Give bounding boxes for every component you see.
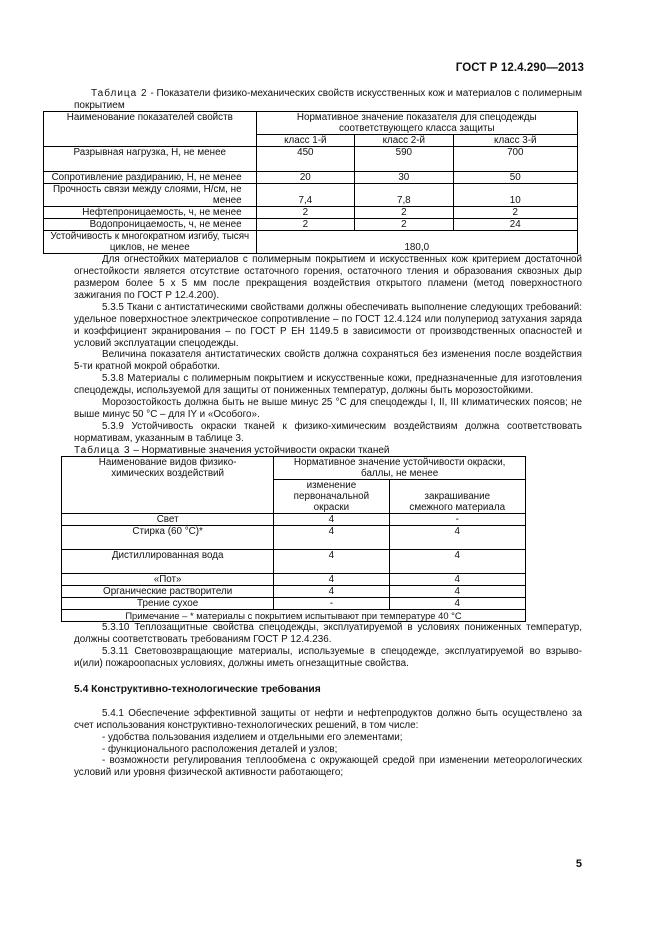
col-header-name: Наименование видов физико-химических воздействий	[62, 457, 274, 514]
table-row	[44, 147, 578, 172]
table-note: Примечание – * материалы с покрытием испытывают при температуре 40 °С	[62, 610, 526, 622]
row-value: 2	[453, 207, 577, 219]
row-value: 7,4	[256, 184, 355, 207]
paragraph: 5.4.1 Обеспечение эффективной защиты от нефти и нефтепродуктов должно быть осуществлено за счет использования конструктивно-технологических решений, в том числе:	[74, 707, 582, 731]
row-value: 2	[256, 207, 355, 219]
class-3-header: класс 3-й	[453, 135, 577, 147]
row-value: 4	[274, 574, 389, 586]
row-value: 700	[453, 147, 577, 172]
table-row	[62, 550, 526, 574]
paragraph: Морозостойкость должна быть не выше минус 25 °С для спецодежды I, II, III климатических поясов; не выше минус 50 °С – для IY и «Особого».	[74, 397, 582, 420]
row-name: Трение сухое	[62, 598, 274, 610]
row-value: 590	[355, 147, 454, 172]
row-value: 4	[274, 586, 389, 598]
row-value: 2	[355, 219, 454, 231]
row-value: 7,8	[355, 184, 454, 207]
table2-caption-text: - Показатели физико-механических свойств искусственных кож и материалов с полимерным покрытием	[74, 88, 582, 111]
row-value: 50	[453, 172, 577, 184]
table-row	[62, 514, 526, 526]
list-item: - функционального расположения деталей и узлов;	[102, 743, 338, 755]
row-name: Разрывная нагрузка, Н, не менее	[44, 147, 257, 172]
row-value: 180,0	[256, 231, 577, 254]
section-title: 5.4 Конструктивно-технологические требования	[74, 683, 321, 695]
paragraph: Величина показателя антистатических свойств должна сохраняться без изменения после воздействия 5-ти кратной мокрой обработки.	[74, 349, 582, 373]
table-row	[44, 207, 578, 219]
row-value: 4	[274, 550, 389, 574]
row-name: Водопроницаемость, ч, не менее	[44, 219, 257, 231]
table-row	[62, 574, 526, 586]
table-row	[44, 172, 578, 184]
row-value: 2	[256, 219, 355, 231]
table-2	[43, 111, 578, 254]
table-3	[61, 456, 526, 622]
sub-header-change: изменение первоначальной окраски	[274, 480, 389, 514]
table-row	[62, 598, 526, 610]
document-code: ГОСТ Р 12.4.290—2013	[455, 62, 584, 74]
list-item: - возможности регулирования теплообмена с окружающей средой при изменении метеорологических условий или уровня физической активности работающего;	[74, 755, 582, 779]
row-name: Сопротивление раздиранию, Н, не менее	[44, 172, 257, 184]
row-value: 4	[389, 598, 525, 610]
col-header-name: Наименование показателей свойств	[44, 112, 257, 147]
paragraph: 5.3.8 Материалы с полимерным покрытием и искусственные кожи, предназначенные для изготовления спецодежды, используемой для защиты от пониженных температур, должны быть морозостойкими.	[74, 373, 582, 397]
paragraph: 5.3.9 Устойчивость окраски тканей к физико-химическим воздействиям должна соответствовать нормативам, указанным в таблице 3.	[74, 420, 582, 444]
page-content	[50, 88, 582, 779]
paragraph: 5.3.10 Теплозащитные свойства спецодежды, эксплуатируемой в условиях пониженных температур, должны соответствовать требованиям ГОСТ Р 12.4.236.	[74, 622, 582, 646]
row-value: 450	[256, 147, 355, 172]
class-1-header: класс 1-й	[256, 135, 355, 147]
page-number: 5	[575, 858, 582, 870]
row-name: Дистиллированная вода	[62, 550, 274, 574]
row-value: 4	[389, 586, 525, 598]
class-2-header: класс 2-й	[355, 135, 454, 147]
row-name: Устойчивость к многократном изгибу, тысяч циклов, не менее	[44, 231, 257, 254]
table3-caption-text: – Нормативные значения устойчивости окраски тканей	[130, 444, 390, 456]
row-value: 4	[389, 550, 525, 574]
table-row	[44, 231, 578, 254]
row-value: 4	[274, 526, 389, 550]
row-name: Органические растворители	[62, 586, 274, 598]
row-value: 4	[389, 526, 525, 550]
row-value: 24	[453, 219, 577, 231]
row-name: Свет	[62, 514, 274, 526]
row-value: -	[274, 598, 389, 610]
table3-caption-label: Таблица 3	[74, 444, 131, 456]
row-value: 2	[355, 207, 454, 219]
paragraph: 5.3.11 Световозвращающие материалы, используемые в спецодежде, эксплуатируемой во взрыво- и(или) пожароопасных условиях, должны иметь огнезащитные свойства.	[74, 646, 582, 669]
table-note-row	[62, 610, 526, 622]
row-name: Стирка (60 °С)*	[62, 526, 274, 550]
row-value: 10	[453, 184, 577, 207]
paragraph: 5.3.5 Ткани с антистатическими свойствами должны обеспечивать выполнение следующих требований: удельное поверхностное электрическое сопротивление – по ГОСТ 12.4.124 или полупериод затухания заряда и коэффициент экранирования – по ГОСТ Р ЕН 1149.5 в зависимости от производственных опасностей и условий эксплуатации спецодежды.	[74, 301, 582, 349]
row-value: -	[389, 514, 525, 526]
table2-caption	[74, 88, 582, 111]
table-row	[44, 184, 578, 207]
row-value: 30	[355, 172, 454, 184]
table-row	[62, 526, 526, 550]
sub-header-staining: закрашивание смежного материала	[389, 480, 525, 514]
table3-caption	[74, 445, 582, 457]
row-value: 4	[274, 514, 389, 526]
row-value: 4	[389, 574, 525, 586]
table-row	[62, 586, 526, 598]
row-name: Прочность связи между слоями, Н/см, не менее	[44, 184, 257, 207]
list-item: - удобства пользования изделием и отдельными его элементами;	[102, 731, 403, 743]
row-name: Нефтепроницаемость, ч, не менее	[44, 207, 257, 219]
col-header-norm: Нормативное значение показателя для спецодежды соответствующего класса защиты	[256, 112, 577, 135]
table-header-row	[44, 112, 578, 135]
row-value: 20	[256, 172, 355, 184]
paragraph: Для огнестойких материалов с полимерным покрытием и искусственных кож критерием достаточной огнестойкости является отсутствие остаточного горения, остаточного тления и образования сквозных дыр размером более 5 х 5 мм после прекращения воздействия открытого пламени (метод поверхностного зажигания по ГОСТ Р 12.4.200).	[74, 254, 582, 301]
col-header-norm: Нормативное значение устойчивости окраски, баллы, не менее	[274, 457, 526, 480]
table-header-row	[62, 457, 526, 480]
row-name: «Пот»	[62, 574, 274, 586]
table-row	[44, 219, 578, 231]
table2-caption-label: Таблица 2	[91, 88, 148, 99]
